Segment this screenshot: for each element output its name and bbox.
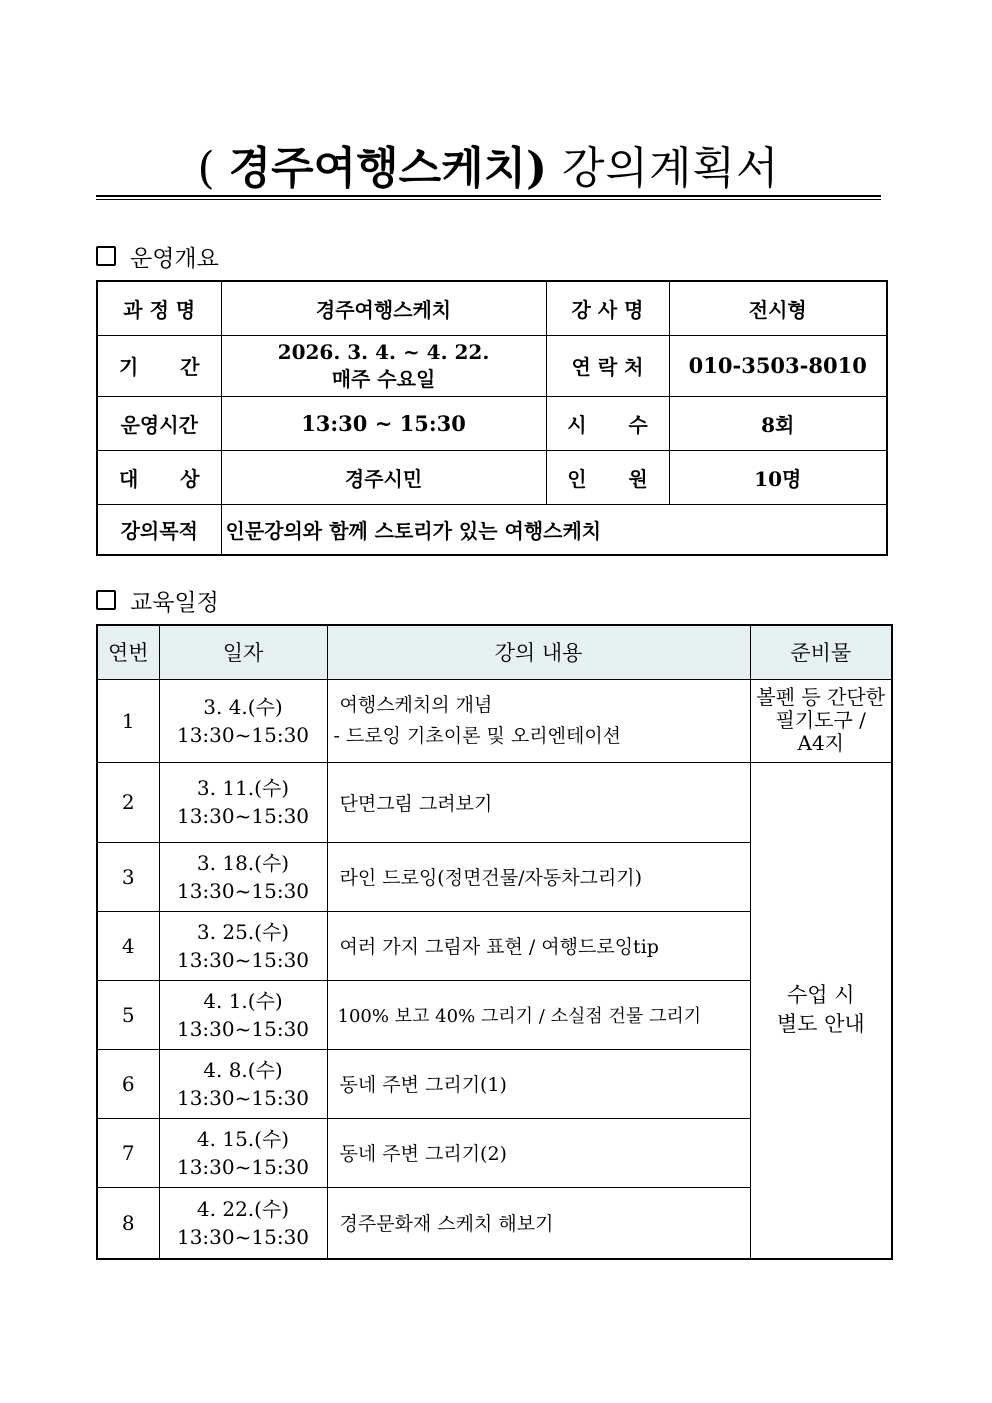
- title-underline-thin: [96, 199, 881, 200]
- row-no: 1: [97, 679, 159, 762]
- period-value: [221, 335, 546, 396]
- section-schedule-label: 교육일정: [130, 589, 219, 616]
- row-date: 4. 22.(수): [196, 1196, 290, 1221]
- row-date: 4. 15.(수): [196, 1126, 290, 1151]
- materials-line: 수업 시: [786, 983, 855, 1008]
- row-no: 7: [97, 1118, 159, 1187]
- schedule-table: [96, 624, 893, 1260]
- row-no: 8: [97, 1187, 159, 1259]
- row-date-cell: [159, 1118, 327, 1187]
- row-date: 4. 8.(수): [203, 1057, 283, 1082]
- header-content: 강의 내용: [327, 625, 750, 679]
- row-content-sub: - 드로잉 기초이론 및 오리엔테이션: [333, 724, 622, 747]
- sessions-value: 8회: [669, 396, 887, 450]
- row-date: 3. 11.(수): [196, 776, 290, 800]
- row-content: 100% 보고 40% 그리기 / 소실점 건물 그리기: [327, 980, 750, 1049]
- row-time: 13:30~15:30: [176, 878, 310, 903]
- course-label: 과 정 명: [97, 281, 221, 335]
- header-date: 일자: [159, 625, 327, 679]
- row-time: 13:30~15:30: [176, 722, 310, 747]
- row-date: 3. 4.(수): [203, 694, 283, 719]
- row-time: 13:30~15:30: [176, 804, 310, 828]
- hours-label: 운영시간: [97, 396, 221, 450]
- header-materials: 준비물: [750, 625, 892, 679]
- instructor-value: 전시형: [669, 281, 887, 335]
- title-open-paren: (: [197, 143, 229, 194]
- row-content: 동네 주변 그리기(2): [327, 1118, 750, 1187]
- section-schedule-heading: [96, 585, 219, 615]
- row-date: 4. 1.(수): [203, 988, 283, 1013]
- row-content: 여러 가지 그림자 표현 / 여행드로잉tip: [327, 911, 750, 980]
- overview-row: [97, 504, 887, 555]
- overview-row: [97, 396, 887, 450]
- row-date-cell: [159, 911, 327, 980]
- row-date: 3. 25.(수): [196, 919, 290, 944]
- row-time: 13:30~15:30: [176, 1016, 310, 1041]
- period-weekday: 매주 수요일: [331, 366, 436, 391]
- target-label-text: 대 상: [119, 466, 200, 491]
- target-label: [97, 450, 221, 504]
- row-content: 단면그림 그려보기: [327, 762, 750, 842]
- period-label: [97, 335, 221, 396]
- row-no: 6: [97, 1049, 159, 1118]
- overview-row: [97, 335, 887, 396]
- row-time: 13:30~15:30: [176, 1154, 310, 1179]
- row-content: 라인 드로잉(정면건물/자동차그리기): [327, 842, 750, 911]
- row-date: 3. 18.(수): [196, 850, 290, 875]
- row-no: 2: [97, 762, 159, 842]
- materials-line: 볼펜 등 간단한: [756, 685, 886, 709]
- row-date-cell: [159, 679, 327, 762]
- overview-row: [97, 450, 887, 504]
- materials-first-cell: [750, 679, 892, 762]
- materials-rest-cell: [750, 762, 892, 1259]
- title-course-name: 경주여행스케치): [228, 143, 547, 194]
- row-date-cell: [159, 980, 327, 1049]
- section-overview-heading: [96, 241, 219, 271]
- page-title: [96, 140, 881, 198]
- sessions-label: [546, 396, 669, 450]
- target-value: 경주시민: [221, 450, 546, 504]
- table-row: [97, 679, 892, 762]
- materials-line: A4지: [797, 731, 844, 755]
- row-content-cell: [327, 679, 750, 762]
- row-time: 13:30~15:30: [176, 947, 310, 972]
- materials-line: 필기도구 /: [775, 708, 866, 732]
- row-content: 동네 주변 그리기(1): [327, 1049, 750, 1118]
- contact-value: 010-3503-8010: [669, 335, 887, 396]
- schedule-header-row: [97, 625, 892, 679]
- people-value: 10명: [669, 450, 887, 504]
- period-dates: 2026. 3. 4. ~ 4. 22.: [277, 339, 490, 364]
- period-label-text: 기 간: [119, 355, 200, 379]
- materials-line: 별도 안내: [776, 1012, 865, 1037]
- row-date-cell: [159, 1049, 327, 1118]
- row-time: 13:30~15:30: [176, 1085, 310, 1110]
- row-content: 여행스케치의 개념: [339, 693, 493, 716]
- checkbox-square-icon: [96, 246, 116, 266]
- row-no: 3: [97, 842, 159, 911]
- sessions-label-text: 시 수: [567, 412, 648, 437]
- instructor-label: 강 사 명: [546, 281, 669, 335]
- row-content: 경주문화재 스케치 해보기: [327, 1187, 750, 1259]
- people-label-text: 인 원: [567, 466, 648, 491]
- header-no: 연번: [97, 625, 159, 679]
- course-value: 경주여행스케치: [221, 281, 546, 335]
- row-time: 13:30~15:30: [176, 1224, 310, 1249]
- title-underline: [96, 195, 881, 197]
- row-date-cell: [159, 842, 327, 911]
- hours-value: 13:30 ~ 15:30: [221, 396, 546, 450]
- row-date-cell: [159, 762, 327, 842]
- row-no: 4: [97, 911, 159, 980]
- people-label: [546, 450, 669, 504]
- checkbox-square-icon: [96, 590, 116, 610]
- row-no: 5: [97, 980, 159, 1049]
- overview-table: [96, 280, 888, 556]
- section-overview-label: 운영개요: [130, 245, 219, 272]
- goal-label: 강의목적: [97, 504, 221, 555]
- overview-row: [97, 281, 887, 335]
- goal-value: 인문강의와 함께 스토리가 있는 여행스케치: [221, 504, 887, 555]
- contact-label: 연 락 처: [546, 335, 669, 396]
- title-suffix: 강의계획서: [547, 143, 780, 194]
- table-row: [97, 762, 892, 842]
- row-date-cell: [159, 1187, 327, 1259]
